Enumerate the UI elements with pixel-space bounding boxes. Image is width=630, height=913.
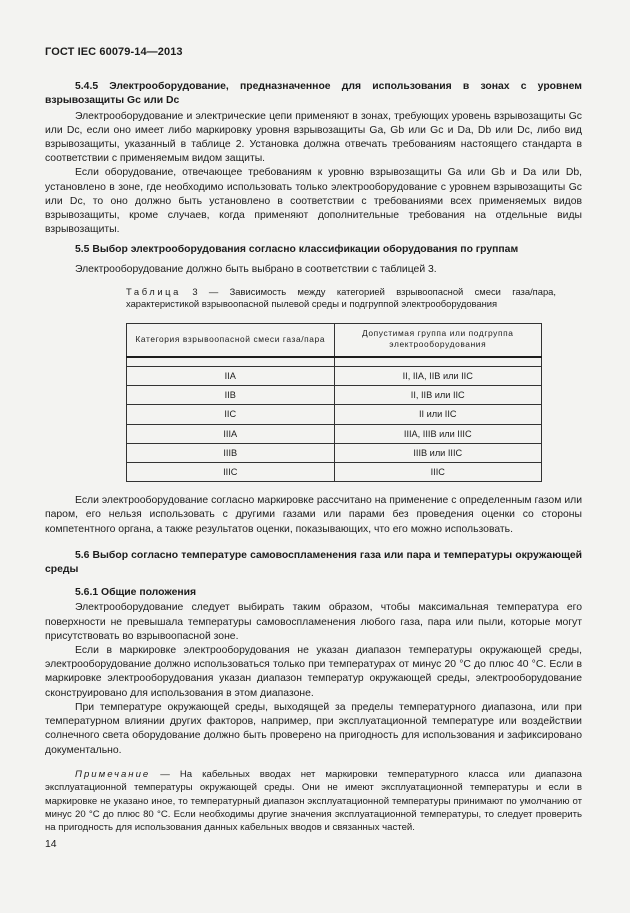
table-row — [127, 386, 542, 405]
section-5-4-5-title: 5.4.5 Электрооборудование, предназначенное для использования в зонах с уровнем взрывозащиты Gc или Dc — [45, 81, 582, 107]
section-5-6-title: 5.6 Выбор согласно температуре самовоспламенения газа или пара и температуры окружающей среды — [45, 549, 582, 576]
table-3-caption-text: 3 — Зависимость между категорией взрывоопасной смеси газа/пара, характеристикой взрывоопасной пылевой среды и подгруппой электрооборудования — [126, 285, 556, 310]
page-number: 14 — [45, 839, 57, 850]
note-label: Примечание — [75, 768, 151, 780]
document-header: ГОСТ IEC 60079-14—2013 — [45, 46, 183, 58]
table-cell: IIIA — [127, 424, 335, 443]
section-5-6-1-paragraph-2: Если в маркировке электрооборудования не указан диапазон температуры окружающей среды, электрооборудование должно использоваться только при температурах от минус 20 °С до плюс 40 °С. Если в маркировке электрооборудования указан диапазон температур окружающей среды, электрооборудование сконструировано для использования в этом диапазоне. — [45, 645, 582, 699]
section-5-4-5-paragraph-2: Если оборудование, отвечающее требованиям к уровню взрывозащиты Ga или Gb и Da или Db, установлено в зоне, где необходимо использовать только электрооборудование с уровнем взрывозащиты Gc или Dc, то оно должно быть установлено в соответствии с требованиями всех применяемых видов взрывозащиты, кроме случаев, когда применяют дополнительные требования на отдельные виды взрывозащиты. — [45, 167, 582, 236]
table-row — [127, 405, 542, 424]
table-row — [127, 367, 542, 386]
table-cell: IIB — [127, 386, 335, 405]
section-5-5-title: 5.5 Выбор электрооборудования согласно классификации оборудования по группам — [75, 244, 519, 256]
table-row — [127, 463, 542, 482]
section-5-4-5-paragraph-1: Электрооборудование и электрические цепи применяют в зонах, требующих уровень взрывозащиты Gc или Dc, если оно имеет либо маркировку уровня взрывозащиты Ga, Gb или Gc и Da, Db или Dc, либо вид взрывозащиты, указанный в таблице 2. Установка должна отвечать требованиям настоящего стандарта в соответствии с применяемым видом защиты. — [45, 110, 582, 165]
table-cell: IIC — [127, 405, 335, 424]
table-3-header-equipment-group: Допустимая группа или подгруппа электрооборудования — [334, 324, 542, 358]
table-row — [127, 424, 542, 443]
table-cell: IIIA, IIIB или IIIC — [334, 424, 542, 443]
section-5-6-1-paragraph-1: Электрооборудование следует выбирать таким образом, чтобы максимальная температура его поверхности не превышала температуры самовоспламенения любого газа, пара или пыли, которые могут присутствовать во взрывоопасной зоне. — [45, 602, 582, 642]
table-cell: IIIB или IIIC — [334, 443, 542, 462]
table-cell: II, IIA, IIB или IIC — [334, 367, 542, 386]
note-text: — На кабельных вводах нет маркировки температурного класса или диапазона эксплуатационной температуры окружающей среды. Они не имеют эксплуатационной температуры и если в маркировке не указано иное, то температурный диапазон эксплуатационной температуры принимают по умолчанию от минус 20 °С до плюс 80 °С. Если необходимы другие значения эксплуатационной температуры, то следует проверить на пригодность для использования данных кабельных вводов и связанных частей. — [45, 768, 582, 834]
section-5-5-paragraph-1: Электрооборудование должно быть выбрано в соответствии с таблицей 3. — [75, 263, 437, 275]
section-5-6-1-title: 5.6.1 Общие положения — [75, 587, 197, 599]
table-3-header-gas-category: Категория взрывоопасной смеси газа/пара — [127, 324, 335, 358]
table-cell: IIIB — [127, 443, 335, 462]
table-3 — [126, 323, 542, 482]
note-paragraph — [45, 768, 582, 835]
table-3-caption — [126, 286, 556, 311]
table-cell: II или IIC — [334, 405, 542, 424]
after-table-paragraph: Если электрооборудование согласно маркировке рассчитано на применение с определенным газом или паром, его нельзя использовать с другими газами или парами без проведения оценки со стороны компетентного органа, а также результатов оценки, показывающих, что его можно использовать. — [45, 495, 582, 535]
table-cell: IIA — [127, 367, 335, 386]
section-5-6-1-paragraph-3: При температуре окружающей среды, выходящей за пределы температурного диапазона, или при температурном влиянии других факторов, например, при эксплуатационной температуре или воздействии солнечного света оборудование должно быть проверено на пригодность для использования и зафиксировано документально. — [45, 701, 582, 756]
table-cell: IIIC — [334, 463, 542, 482]
table-row — [127, 443, 542, 462]
table-spacer-row — [127, 357, 542, 367]
table-3-caption-label: Таблица — [126, 285, 181, 297]
table-cell: IIIC — [127, 463, 335, 482]
table-cell: II, IIB или IIC — [334, 386, 542, 405]
